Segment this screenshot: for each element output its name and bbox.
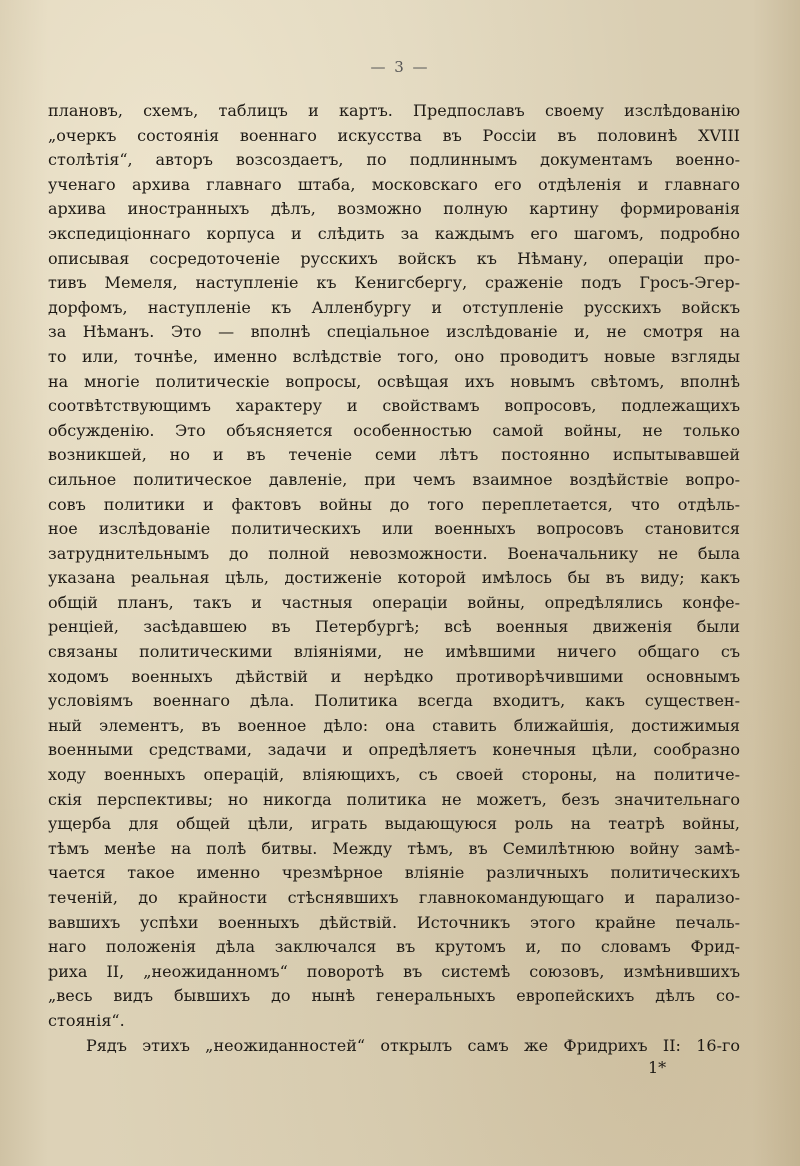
text-line: ный элементъ, въ военное дѣло: она ставить ближайшія, достижимыя (48, 715, 740, 735)
page-number: — 3 — (370, 58, 430, 76)
paragraph-end-line: стоянія“. (48, 1010, 125, 1030)
text-line: тѣмъ менѣе на полѣ битвы. Между тѣмъ, въ Семилѣтнюю войну замѣ- (48, 838, 740, 858)
text-line: общій планъ, такъ и частныя операціи войны, опредѣлялись конфе- (48, 592, 740, 612)
text-line: связаны политическими вліяніями, не имѣвшими ничего общаго съ (48, 642, 740, 662)
text-line: совъ политики и фактовъ войны до того переплетается, что отдѣль- (48, 494, 740, 514)
text-line: ходу военныхъ операцій, вліяющихъ, съ своей стороны, на политиче- (48, 765, 740, 785)
text-line: плановъ, схемъ, таблицъ и картъ. Предпославъ своему изслѣдованію (48, 101, 740, 120)
text-line: ренціей, засѣдавшею въ Петербургѣ; всѣ военныя движенія были (48, 617, 740, 637)
text-line: сильное политическое давленіе, при чемъ взаимное воздѣйствіе вопро- (48, 469, 740, 489)
text-line: скія перспективы; но никогда политика не можетъ, безъ значительнаго (48, 789, 740, 809)
text-line: экспедиціоннаго корпуса и слѣдить за каждымъ его шагомъ, подробно (48, 223, 740, 243)
body-text (48, 99, 740, 1058)
text-line: соотвѣтствующимъ характеру и свойствамъ вопросовъ, подлежащихъ (48, 396, 740, 416)
text-line: дорфомъ, наступленіе къ Алленбургу и отступленіе русскихъ войскъ (48, 297, 740, 317)
text-line: тивъ Мемеля, наступленіе къ Кенигсбергу, сраженіе подъ Гросъ-Эгер- (48, 273, 740, 293)
text-line: столѣтія“, авторъ возсоздаетъ, по подлиннымъ документамъ военно- (48, 150, 740, 170)
text-line: возникшей, но и въ теченіе семи лѣтъ постоянно испытывавшей (48, 445, 740, 465)
text-line: ущерба для общей цѣли, играть выдающуюся роль на театрѣ войны, (48, 814, 740, 834)
text-line: риха II, „неожиданномъ“ поворотѣ въ системѣ союзовъ, измѣнившихъ (48, 961, 740, 981)
text-line: ное изслѣдованіе политическихъ или военныхъ вопросовъ становится (48, 519, 740, 539)
text-line: за Нѣманъ. Это — вполнѣ спеціальное изслѣдованіе и, не смотря на (48, 322, 740, 342)
signature-mark: 1* (648, 1058, 667, 1077)
text-line: „весь видъ бывшихъ до нынѣ генеральныхъ европейскихъ дѣлъ со- (48, 986, 740, 1006)
text-line: наго положенія дѣла заключался въ крутомъ и, по словамъ Фрид- (48, 937, 740, 957)
text-line: чается такое именно чрезмѣрное вліяніе различныхъ политическихъ (48, 863, 740, 883)
text-line: на многіе политическіе вопросы, освѣщая ихъ новымъ свѣтомъ, вполнѣ (48, 371, 740, 391)
text-line: обсужденію. Это объясняется особенностью самой войны, не только (48, 420, 740, 440)
text-line: указана реальная цѣль, достиженіе которой имѣлось бы въ виду; какъ (48, 568, 740, 588)
text-line: военными средствами, задачи и опредѣляетъ конечныя цѣли, сообразно (48, 740, 740, 760)
text-line: ходомъ военныхъ дѣйствій и нерѣдко противорѣчившими основнымъ (48, 666, 740, 686)
text-line: условіямъ военнаго дѣла. Политика всегда входитъ, какъ существен- (48, 691, 740, 711)
text-line: затруднительнымъ до полной невозможности. Военачальнику не была (48, 543, 740, 563)
text-line: теченій, до крайности стѣснявшихъ главнокомандующаго и парализо- (48, 888, 740, 907)
text-line: вавшихъ успѣхи военныхъ дѣйствій. Источникъ этого крайне печаль- (48, 912, 740, 932)
text-line: ученаго архива главнаго штаба, московскаго его отдѣленія и главнаго (48, 174, 740, 194)
text-line: описывая сосредоточеніе русскихъ войскъ къ Нѣману, операціи про- (48, 248, 740, 268)
paragraph-start-line: Рядъ этихъ „неожиданностей“ открылъ самъ же Фридрихъ II: 16-го (86, 1035, 740, 1055)
text-line: то или, точнѣе, именно вслѣдствіе того, оно проводитъ новые взгляды (48, 346, 740, 366)
text-line: „очеркъ состоянія военнаго искусства въ Россіи въ половинѣ XVIII (48, 125, 740, 145)
text-line: архива иностранныхъ дѣлъ, возможно полную картину формированія (48, 199, 740, 219)
